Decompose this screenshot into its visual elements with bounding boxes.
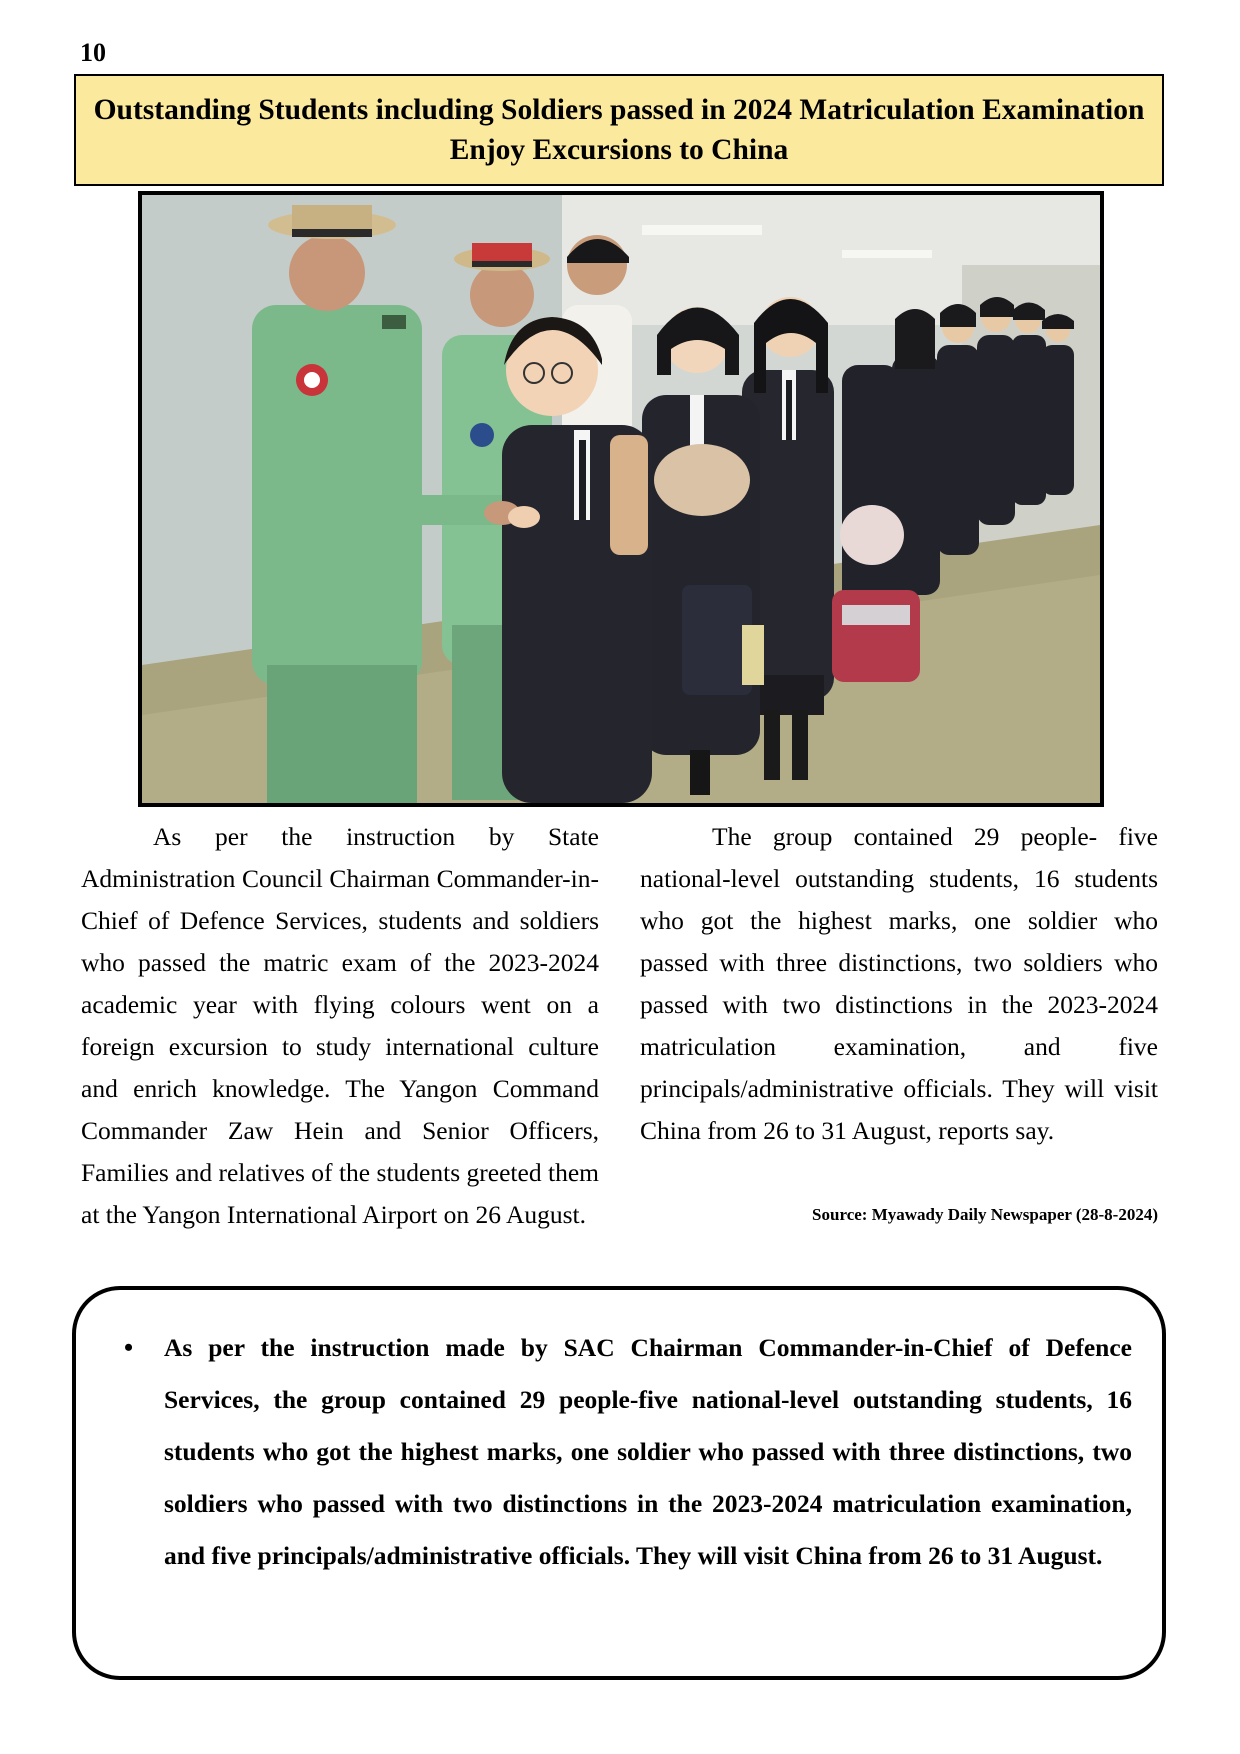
summary-box xyxy=(72,1286,1166,1680)
bullet-icon: • xyxy=(124,1333,134,1362)
article-paragraph-1: As per the instruction by State Administration Council Chairman Commander-in-Chief of Defence Services, students and soldiers who passed the matric exam of the 2023-2024 academic year with flying colours went on a foreign excursion to study international culture and enrich knowledge. The Yangon Command Commander Zaw Hein and Senior Officers, Families and relatives of the students greeted them at the Yangon International Airport on 26 August. xyxy=(81,822,599,1229)
headline-line-2: Enjoy Excursions to China xyxy=(449,134,789,166)
airport-greeting-illustration xyxy=(142,195,1100,803)
page-number: 10 xyxy=(80,38,106,67)
summary-list xyxy=(124,1322,1132,1582)
summary-item xyxy=(124,1322,1132,1582)
summary-text: As per the instruction made by SAC Chairman Commander-in-Chief of Defence Services, the group contained 29 people-five national-level outstanding students, 16 students who got the highest marks, one soldier who passed with three distinctions, two soldiers who passed with two distinctions in the 2023-2024 matriculation examination, and five principals/administrative officials. They will visit China from 26 to 31 August. xyxy=(164,1333,1132,1570)
article-paragraph-2: The group contained 29 people- five national-level outstanding students, 16 students who got the highest marks, one soldier who passed with three distinctions, two soldiers who passed with two distinctions in the 2023-2024 matriculation examination, and five principals/administrative officials. They will visit China from 26 to 31 August, reports say. xyxy=(640,822,1158,1145)
source-credit: Source: Myawady Daily Newspaper (28-8-2024) xyxy=(812,1205,1158,1224)
news-photo xyxy=(138,191,1104,807)
headline-line-1: Outstanding Students including Soldiers passed in 2024 Matriculation Examination xyxy=(93,94,1145,126)
article-left-column xyxy=(81,816,599,1236)
article-right-column xyxy=(640,816,1158,1152)
headline-box xyxy=(74,74,1164,186)
